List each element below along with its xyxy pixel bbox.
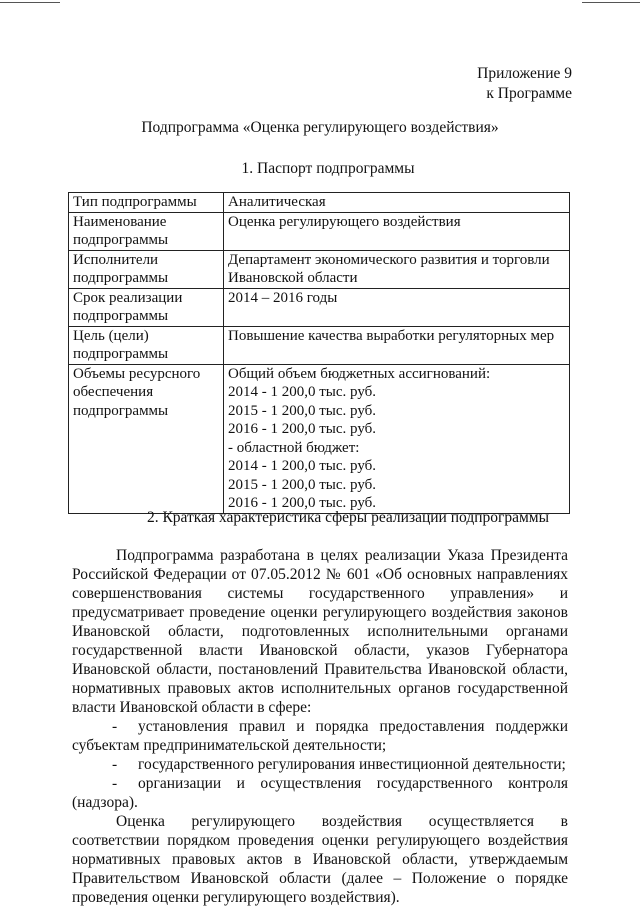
scan-edge-mark-right bbox=[582, 2, 640, 3]
value-line: 2014 – 2016 годы bbox=[228, 289, 338, 306]
value-line: 2014 - 1 200,0 тыс. руб. bbox=[228, 384, 377, 400]
section-1-heading: 1. Паспорт подпрограммы bbox=[241, 160, 415, 177]
paragraph: Подпрограмма разработана в целях реализации Указа Президента Российской Федерации от 07.05.2012 № 601 «Об основных направлениях совершенствования системы государственного управления» и предусматривает проведение оценки регулирующего воздействия законов Ивановской области, подготовленных исполнительными органами государственной власти Ивановской области, указов Губернатора Ивановской области, постановлений Правительства Ивановской области, нормативных правовых актов исполнительных органов государственной власти Ивановской области в сфере: bbox=[72, 547, 568, 716]
value-line: 2015 - 1 200,0 тыс. руб. bbox=[228, 476, 377, 493]
value-line: 2016 - 1 200,0 тыс. руб. bbox=[228, 421, 377, 437]
value-line: Аналитическая bbox=[228, 194, 326, 210]
table-row bbox=[69, 288, 570, 326]
list-item-text: установления правил и порядка предоставления поддержки субъектам предпринимательской деятельности; bbox=[72, 718, 568, 754]
row-label: Объемы ресурсного обеспечения подпрограммы bbox=[69, 364, 224, 513]
row-value bbox=[224, 288, 570, 326]
row-value bbox=[224, 193, 570, 213]
list-item-text: организации и осуществления государственного контроля (надзора). bbox=[72, 775, 568, 811]
row-label: Наименование подпрограммы bbox=[69, 212, 224, 250]
value-line: Повышение качества выработки регуляторных мер bbox=[228, 327, 555, 344]
bullet-dash: - bbox=[112, 756, 118, 773]
row-value bbox=[224, 326, 570, 364]
appendix-reference bbox=[477, 64, 572, 104]
row-value bbox=[224, 250, 570, 288]
scan-edge-mark-left bbox=[0, 2, 60, 3]
bullet-dash: - bbox=[112, 775, 118, 792]
value-line: - областной бюджет: bbox=[228, 439, 360, 456]
list-item bbox=[72, 774, 568, 812]
table-row bbox=[69, 212, 570, 250]
bullet-dash: - bbox=[112, 718, 118, 735]
list-item bbox=[72, 755, 568, 774]
list-item-text: государственного регулирования инвестиционной деятельности; bbox=[138, 756, 566, 773]
value-line: Оценка регулирующего воздействия bbox=[228, 213, 461, 230]
section-2-heading: 2. Краткая характеристика сферы реализации подпрограммы bbox=[146, 509, 550, 526]
appendix-line-2: к Программе bbox=[486, 85, 572, 102]
table-row bbox=[69, 193, 570, 213]
table-row bbox=[69, 364, 570, 513]
passport-table bbox=[68, 192, 570, 514]
value-line: 2016 - 1 200,0 тыс. руб. bbox=[228, 495, 377, 511]
row-value bbox=[224, 212, 570, 250]
table-row bbox=[69, 250, 570, 288]
value-line: Департамент экономического развития и торговли Ивановской области bbox=[228, 251, 550, 286]
value-line: 2015 - 1 200,0 тыс. руб. bbox=[228, 402, 377, 419]
row-label: Цель (цели) подпрограммы bbox=[69, 326, 224, 364]
list-item bbox=[72, 717, 568, 755]
table-row bbox=[69, 326, 570, 364]
row-label: Тип подпрограммы bbox=[69, 193, 224, 213]
paragraph: Оценка регулирующего воздействия осуществляется в соответствии порядком проведения оценки регулирующего воздействия нормативных правовых актов в Ивановской области, утверждаемым Правительством Ивановской области (далее – Положение о порядке проведения оценки регулирующего воздействия). bbox=[72, 813, 568, 906]
row-label: Срок реализации подпрограммы bbox=[69, 288, 224, 326]
section-2-body bbox=[72, 546, 568, 907]
value-line: Общий объем бюджетных ассигнований: bbox=[228, 365, 491, 382]
appendix-line-1: Приложение 9 bbox=[477, 65, 572, 82]
value-line: 2014 - 1 200,0 тыс. руб. bbox=[228, 458, 377, 474]
row-label: Исполнители подпрограммы bbox=[69, 250, 224, 288]
subprogram-title: Подпрограмма «Оценка регулирующего воздействия» bbox=[141, 119, 499, 136]
row-value bbox=[224, 364, 570, 513]
